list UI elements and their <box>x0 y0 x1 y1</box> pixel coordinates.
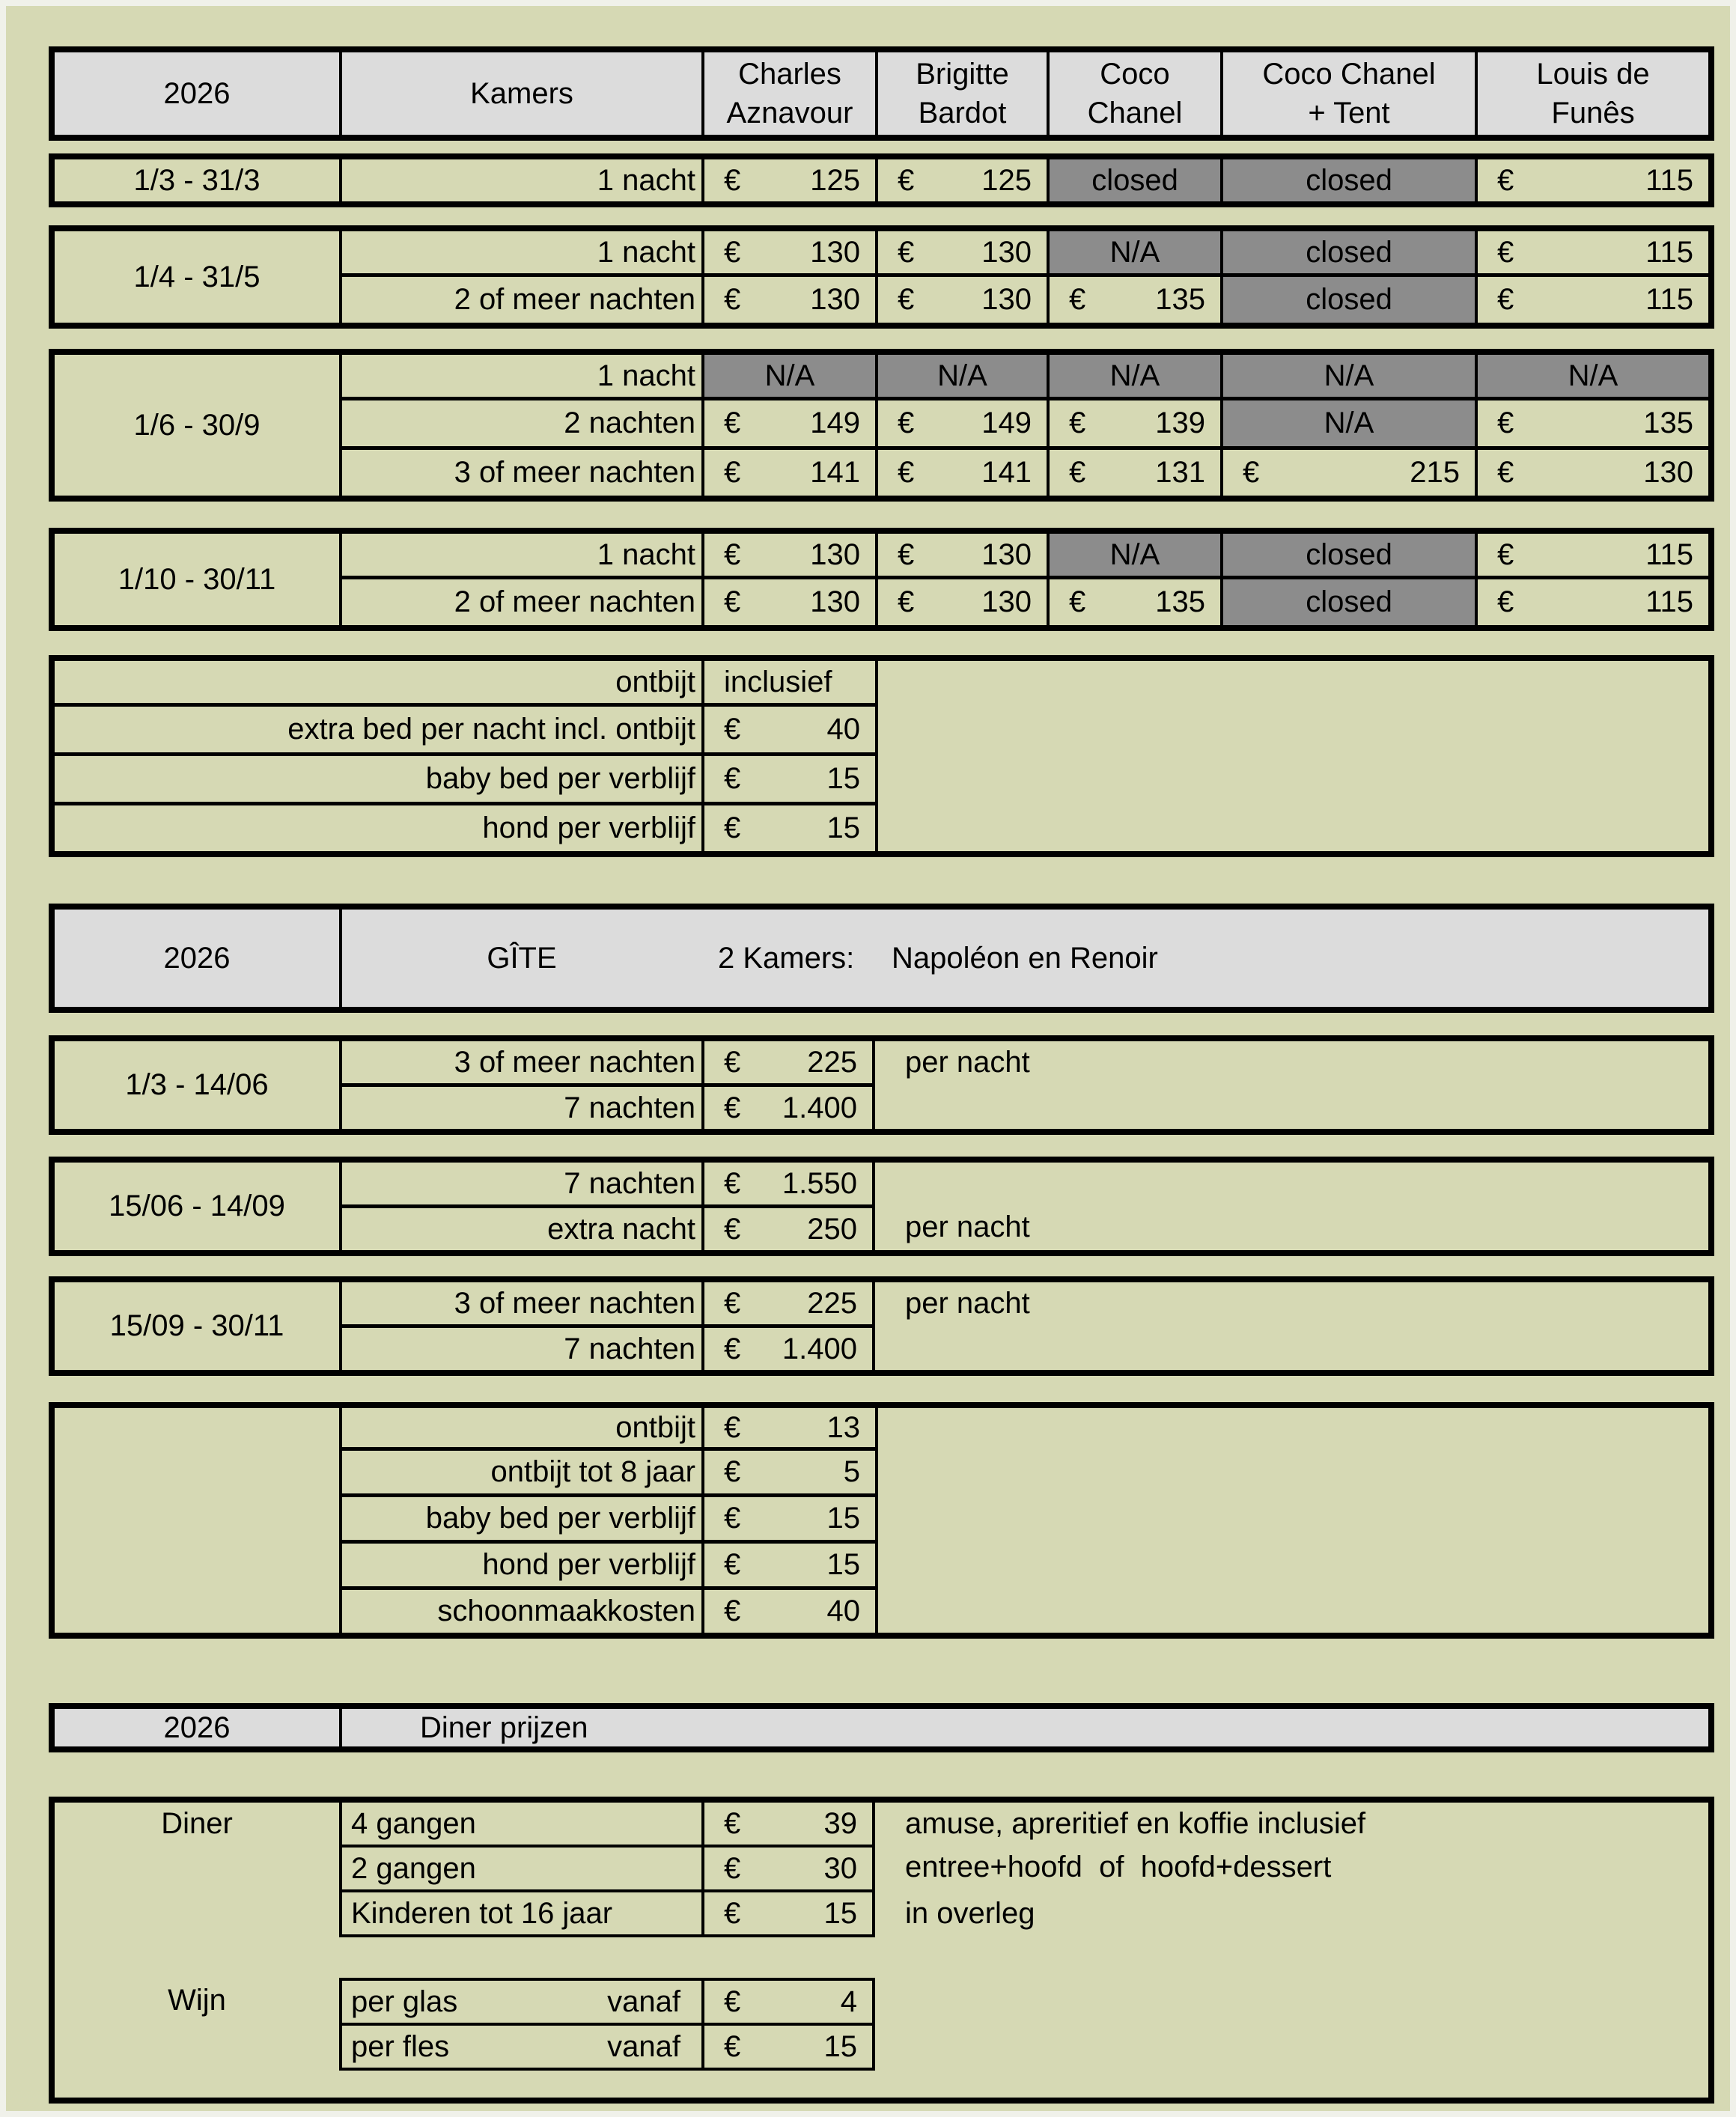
euro-sign: € <box>1497 163 1514 197</box>
price-cell <box>1047 277 1220 323</box>
gite-title: GÎTE <box>487 941 557 975</box>
room-name-line: Louis de <box>1536 58 1650 91</box>
year-label: 2026 <box>163 941 231 975</box>
wijn-table <box>339 1978 1708 2071</box>
euro-sign: € <box>1243 456 1260 489</box>
rate-row <box>342 355 1708 397</box>
euro-sign: € <box>724 1548 741 1581</box>
room-name-line: Coco Chanel <box>1262 58 1436 91</box>
extra-label: schoonmaakkosten <box>437 1594 695 1627</box>
price-value: 30 <box>823 1851 857 1885</box>
extra-price <box>701 1408 875 1447</box>
price-cell <box>1475 450 1708 496</box>
price-value: 40 <box>826 1594 860 1627</box>
rate-note <box>875 1083 905 1129</box>
euro-sign: € <box>724 1896 741 1930</box>
price-value: 131 <box>1155 456 1205 489</box>
empty-area <box>55 1408 339 1633</box>
rate-row <box>342 1163 1708 1204</box>
rate-desc: extra nacht <box>547 1212 695 1246</box>
price-value: 125 <box>810 163 860 197</box>
price-value: 130 <box>810 235 860 269</box>
extra-price <box>701 1590 875 1633</box>
rooms-header <box>49 46 1714 141</box>
extra-row <box>55 661 875 703</box>
diner-note: amuse, apreritief en koffie inclusief <box>905 1806 1366 1840</box>
extra-text: inclusief <box>724 665 832 698</box>
closed-cell <box>1220 231 1475 273</box>
year-label: 2026 <box>163 76 231 110</box>
rate-row <box>342 1083 1708 1129</box>
year-cell <box>55 52 342 135</box>
closed-cell <box>1220 534 1475 576</box>
closed-text: closed <box>1306 235 1392 269</box>
rate-desc: 1 nacht <box>597 359 695 392</box>
euro-sign: € <box>724 1091 741 1124</box>
room-name-line: Coco <box>1100 58 1170 91</box>
price-value: 141 <box>981 456 1032 489</box>
room-header-louis-de-funes <box>1475 52 1708 135</box>
gite-period-block-1 <box>49 1035 1714 1135</box>
euro-sign: € <box>724 1594 741 1627</box>
price-value: 130 <box>981 585 1032 618</box>
euro-sign: € <box>898 406 915 439</box>
room-header-charles-aznavour <box>701 52 875 135</box>
price-cell <box>701 1848 875 1889</box>
price-value: 13 <box>826 1410 860 1444</box>
euro-sign: € <box>724 1851 741 1885</box>
period-label: 1/3 - 14/06 <box>55 1041 342 1129</box>
euro-sign: € <box>898 537 915 571</box>
period-label: 1/6 - 30/9 <box>55 355 342 496</box>
na-text: N/A <box>1109 235 1160 269</box>
price-cell <box>1475 159 1708 201</box>
na-cell <box>1475 355 1708 397</box>
price-cell <box>701 231 875 273</box>
na-text: N/A <box>937 359 987 392</box>
rate-note <box>875 1163 905 1204</box>
wijn-desc <box>342 2026 701 2068</box>
closed-text: closed <box>1306 283 1392 316</box>
price-value: 130 <box>1643 456 1693 489</box>
room-name-line: Chanel <box>1087 97 1183 130</box>
rate-row <box>342 446 1708 496</box>
price-cell <box>1047 450 1220 496</box>
room-name-line: Charles <box>738 58 841 91</box>
price-value: 130 <box>810 537 860 571</box>
price-cell <box>701 1892 875 1934</box>
closed-text: closed <box>1091 163 1178 197</box>
price-value: 250 <box>807 1212 857 1246</box>
price-value: 39 <box>823 1806 857 1840</box>
euro-sign: € <box>724 713 741 746</box>
na-cell <box>1047 231 1220 273</box>
price-cell <box>701 1163 875 1204</box>
price-cell <box>701 1208 875 1250</box>
room-name-line: Brigitte <box>916 58 1009 91</box>
price-value: 15 <box>826 1548 860 1581</box>
euro-sign: € <box>1497 537 1514 571</box>
euro-sign: € <box>898 235 915 269</box>
rate-row <box>342 1204 1708 1250</box>
price-value: 15 <box>826 1502 860 1535</box>
na-cell <box>875 355 1047 397</box>
rate-note <box>875 1324 905 1370</box>
price-value: 130 <box>981 235 1032 269</box>
diner-row <box>339 1889 1708 1937</box>
wijn-item: per fles <box>351 2029 450 2063</box>
euro-sign: € <box>724 1332 741 1365</box>
euro-sign: € <box>724 1166 741 1200</box>
gite-room-names: Napoléon en Renoir <box>892 941 1158 975</box>
rate-row <box>342 397 1708 446</box>
price-cell <box>1047 400 1220 446</box>
price-value: 149 <box>810 406 860 439</box>
kamers-cell <box>342 52 701 135</box>
price-value: 5 <box>843 1455 860 1488</box>
wijn-row <box>339 2023 1708 2071</box>
period-label: 1/3 - 31/3 <box>55 159 342 201</box>
empty-area <box>878 1408 1708 1633</box>
gite-title-cell <box>342 910 1708 1007</box>
price-cell <box>701 1282 875 1324</box>
price-cell <box>701 579 875 625</box>
price-cell <box>701 1981 875 2023</box>
price-cell <box>701 1041 875 1083</box>
euro-sign: € <box>1069 283 1086 316</box>
gite-extras-block <box>49 1402 1714 1639</box>
period-label: 1/4 - 31/5 <box>55 231 342 323</box>
diner-title-cell <box>342 1709 1708 1746</box>
closed-text: closed <box>1306 537 1392 571</box>
extra-price <box>701 756 875 802</box>
rate-note: per nacht <box>905 1286 1030 1320</box>
extra-label: baby bed per verblijf <box>425 1502 695 1535</box>
euro-sign: € <box>724 1212 741 1246</box>
euro-sign: € <box>724 1455 741 1488</box>
euro-sign: € <box>724 2029 741 2063</box>
rate-desc: 2 of meer nachten <box>454 283 695 316</box>
euro-sign: € <box>724 1410 741 1444</box>
price-value: 135 <box>1643 406 1693 439</box>
closed-cell <box>1047 159 1220 201</box>
closed-cell <box>1220 277 1475 323</box>
price-sheet <box>6 6 1730 2111</box>
extra-row <box>55 703 875 752</box>
na-cell <box>1047 534 1220 576</box>
period-label: 1/10 - 30/11 <box>55 534 342 625</box>
rate-desc: 2 nachten <box>564 406 695 439</box>
diner-row <box>339 1845 1708 1889</box>
rate-desc: 3 of meer nachten <box>454 1045 695 1079</box>
price-value: 4 <box>840 1985 857 2018</box>
rate-desc: 1 nacht <box>597 235 695 269</box>
price-cell <box>1475 400 1708 446</box>
extra-price <box>701 1451 875 1493</box>
diner-row <box>339 1803 1708 1845</box>
price-cell <box>875 159 1047 201</box>
rate-desc: 1 nacht <box>597 537 695 571</box>
rate-desc: 3 of meer nachten <box>454 456 695 489</box>
extra-price <box>701 1497 875 1540</box>
extra-price <box>701 1544 875 1586</box>
price-value: 115 <box>1645 283 1693 316</box>
euro-sign: € <box>724 406 741 439</box>
euro-sign: € <box>1497 283 1514 316</box>
euro-sign: € <box>724 1045 741 1079</box>
rate-row <box>342 159 1708 201</box>
price-cell <box>875 231 1047 273</box>
euro-sign: € <box>898 585 915 618</box>
price-cell <box>875 579 1047 625</box>
price-value: 215 <box>1410 456 1460 489</box>
diner-desc: 2 gangen <box>351 1851 476 1885</box>
wijn-row <box>339 1978 1708 2023</box>
euro-sign: € <box>724 456 741 489</box>
year-cell <box>55 910 342 1007</box>
price-cell <box>701 1087 875 1129</box>
price-value: 130 <box>981 537 1032 571</box>
diner-title: Diner prijzen <box>420 1711 588 1744</box>
rate-desc: 3 of meer nachten <box>454 1286 695 1320</box>
euro-sign: € <box>1497 235 1514 269</box>
price-value: 1.550 <box>782 1166 857 1200</box>
na-text: N/A <box>1109 359 1160 392</box>
price-value: 115 <box>1645 235 1693 269</box>
euro-sign: € <box>724 1286 741 1320</box>
diner-desc: Kinderen tot 16 jaar <box>351 1896 613 1930</box>
price-cell <box>1475 231 1708 273</box>
wijn-item: per glas <box>351 1985 458 2018</box>
rate-desc: 2 of meer nachten <box>454 585 695 618</box>
price-cell <box>875 534 1047 576</box>
gite-kamers-label: 2 Kamers: <box>718 941 855 975</box>
euro-sign: € <box>724 1806 741 1840</box>
price-cell <box>1047 579 1220 625</box>
rate-row <box>342 1041 1708 1083</box>
wijn-qualifier: vanaf <box>607 1985 680 2018</box>
extra-row <box>55 752 875 802</box>
rate-desc: 7 nachten <box>564 1166 695 1200</box>
price-value: 135 <box>1155 283 1205 316</box>
extra-label: hond per verblijf <box>482 811 695 844</box>
extra-label: ontbijt <box>615 665 695 698</box>
room-name-line: Bardot <box>918 97 1007 130</box>
price-value: 149 <box>981 406 1032 439</box>
rooms-period-block-4 <box>49 528 1714 631</box>
euro-sign: € <box>724 1985 741 2018</box>
na-cell <box>1220 355 1475 397</box>
room-name-line: + Tent <box>1308 97 1390 130</box>
extra-row <box>342 1493 875 1540</box>
rate-note: per nacht <box>905 1210 1030 1243</box>
diner-note: in overleg <box>905 1896 1035 1930</box>
rooms-period-block-1 <box>49 153 1714 207</box>
na-cell <box>1220 400 1475 446</box>
wijn-desc <box>342 1981 701 2023</box>
price-value: 139 <box>1155 406 1205 439</box>
price-value: 225 <box>807 1045 857 1079</box>
euro-sign: € <box>1497 456 1514 489</box>
price-value: 1.400 <box>782 1332 857 1365</box>
euro-sign: € <box>724 811 741 844</box>
price-cell <box>1220 450 1475 496</box>
extra-label: ontbijt tot 8 jaar <box>490 1455 695 1488</box>
price-cell <box>875 277 1047 323</box>
diner-label: Diner <box>161 1806 233 1840</box>
euro-sign: € <box>724 585 741 618</box>
rate-row <box>342 273 1708 323</box>
price-cell <box>875 450 1047 496</box>
price-value: 15 <box>823 2029 857 2063</box>
euro-sign: € <box>1069 406 1086 439</box>
kamers-label: Kamers <box>470 76 573 110</box>
price-value: 115 <box>1645 537 1693 571</box>
diner-desc: 4 gangen <box>351 1806 476 1840</box>
price-value: 40 <box>826 713 860 746</box>
euro-sign: € <box>724 537 741 571</box>
price-value: 1.400 <box>782 1091 857 1124</box>
extra-value <box>701 661 875 703</box>
gite-period-block-2 <box>49 1157 1714 1256</box>
price-cell <box>1475 579 1708 625</box>
diner-header <box>49 1703 1714 1752</box>
room-name-line: Aznavour <box>726 97 853 130</box>
rooms-period-block-2 <box>49 225 1714 329</box>
closed-text: closed <box>1306 585 1392 618</box>
euro-sign: € <box>1069 585 1086 618</box>
diner-label-column <box>55 1803 339 2098</box>
euro-sign: € <box>898 456 915 489</box>
rate-desc: 1 nacht <box>597 163 695 197</box>
extra-row <box>342 1447 875 1493</box>
euro-sign: € <box>898 283 915 316</box>
extra-label: baby bed per verblijf <box>425 762 695 795</box>
extra-row <box>55 802 875 851</box>
extra-row <box>342 1586 875 1633</box>
rate-desc: 7 nachten <box>564 1091 695 1124</box>
na-cell <box>701 355 875 397</box>
price-value: 130 <box>810 585 860 618</box>
price-cell <box>875 400 1047 446</box>
closed-cell <box>1220 159 1475 201</box>
room-header-coco-chanel <box>1047 52 1220 135</box>
price-value: 135 <box>1155 585 1205 618</box>
price-value: 15 <box>826 762 860 795</box>
euro-sign: € <box>1069 456 1086 489</box>
price-value: 15 <box>823 1896 857 1930</box>
price-cell <box>701 159 875 201</box>
extra-row <box>342 1408 875 1447</box>
gite-header <box>49 904 1714 1013</box>
period-label: 15/09 - 30/11 <box>55 1282 342 1370</box>
rate-desc: 7 nachten <box>564 1332 695 1365</box>
diner-block <box>49 1797 1714 2104</box>
room-header-brigitte-bardot <box>875 52 1047 135</box>
rate-note: per nacht <box>905 1045 1030 1079</box>
price-value: 225 <box>807 1286 857 1320</box>
extra-label: hond per verblijf <box>482 1548 695 1581</box>
diner-note: entree+hoofd of hoofd+dessert <box>905 1850 1332 1883</box>
price-value: 130 <box>810 283 860 316</box>
price-cell <box>701 2026 875 2068</box>
room-header-coco-chanel-tent <box>1220 52 1475 135</box>
extra-row <box>342 1540 875 1586</box>
extra-price <box>701 707 875 752</box>
price-cell <box>701 400 875 446</box>
na-text: N/A <box>764 359 815 392</box>
price-cell <box>701 277 875 323</box>
euro-sign: € <box>724 1502 741 1535</box>
empty-area <box>878 661 1708 851</box>
closed-text: closed <box>1306 163 1392 197</box>
euro-sign: € <box>724 235 741 269</box>
period-label: 15/06 - 14/09 <box>55 1163 342 1250</box>
euro-sign: € <box>724 762 741 795</box>
na-cell <box>1047 355 1220 397</box>
extra-label: ontbijt <box>615 1410 695 1444</box>
na-text: N/A <box>1109 537 1160 571</box>
rate-row <box>342 1324 1708 1370</box>
rooms-extras-block <box>49 655 1714 857</box>
price-value: 115 <box>1645 163 1693 197</box>
price-cell <box>701 1803 875 1845</box>
euro-sign: € <box>1497 406 1514 439</box>
year-label: 2026 <box>163 1711 231 1744</box>
price-value: 15 <box>826 811 860 844</box>
gite-period-block-3 <box>49 1276 1714 1376</box>
na-text: N/A <box>1568 359 1618 392</box>
euro-sign: € <box>724 163 741 197</box>
wijn-label: Wijn <box>168 1983 226 2017</box>
na-text: N/A <box>1324 359 1374 392</box>
rate-row <box>342 1282 1708 1324</box>
rate-row <box>342 534 1708 576</box>
euro-sign: € <box>898 163 915 197</box>
rooms-period-block-3 <box>49 349 1714 502</box>
price-cell <box>701 1328 875 1370</box>
price-cell <box>1475 277 1708 323</box>
rate-row <box>342 576 1708 625</box>
diner-table <box>339 1803 1708 1937</box>
price-cell <box>701 534 875 576</box>
na-text: N/A <box>1324 406 1374 439</box>
extra-label: extra bed per nacht incl. ontbijt <box>287 713 695 746</box>
extra-price <box>701 805 875 851</box>
wijn-qualifier: vanaf <box>607 2029 680 2063</box>
euro-sign: € <box>1497 585 1514 618</box>
euro-sign: € <box>724 283 741 316</box>
price-value: 130 <box>981 283 1032 316</box>
price-cell <box>1475 534 1708 576</box>
year-cell <box>55 1709 342 1746</box>
rate-row <box>342 231 1708 273</box>
room-name-line: Funês <box>1551 97 1635 130</box>
price-cell <box>701 450 875 496</box>
price-value: 125 <box>981 163 1032 197</box>
price-value: 141 <box>810 456 860 489</box>
closed-cell <box>1220 579 1475 625</box>
price-value: 115 <box>1645 585 1693 618</box>
